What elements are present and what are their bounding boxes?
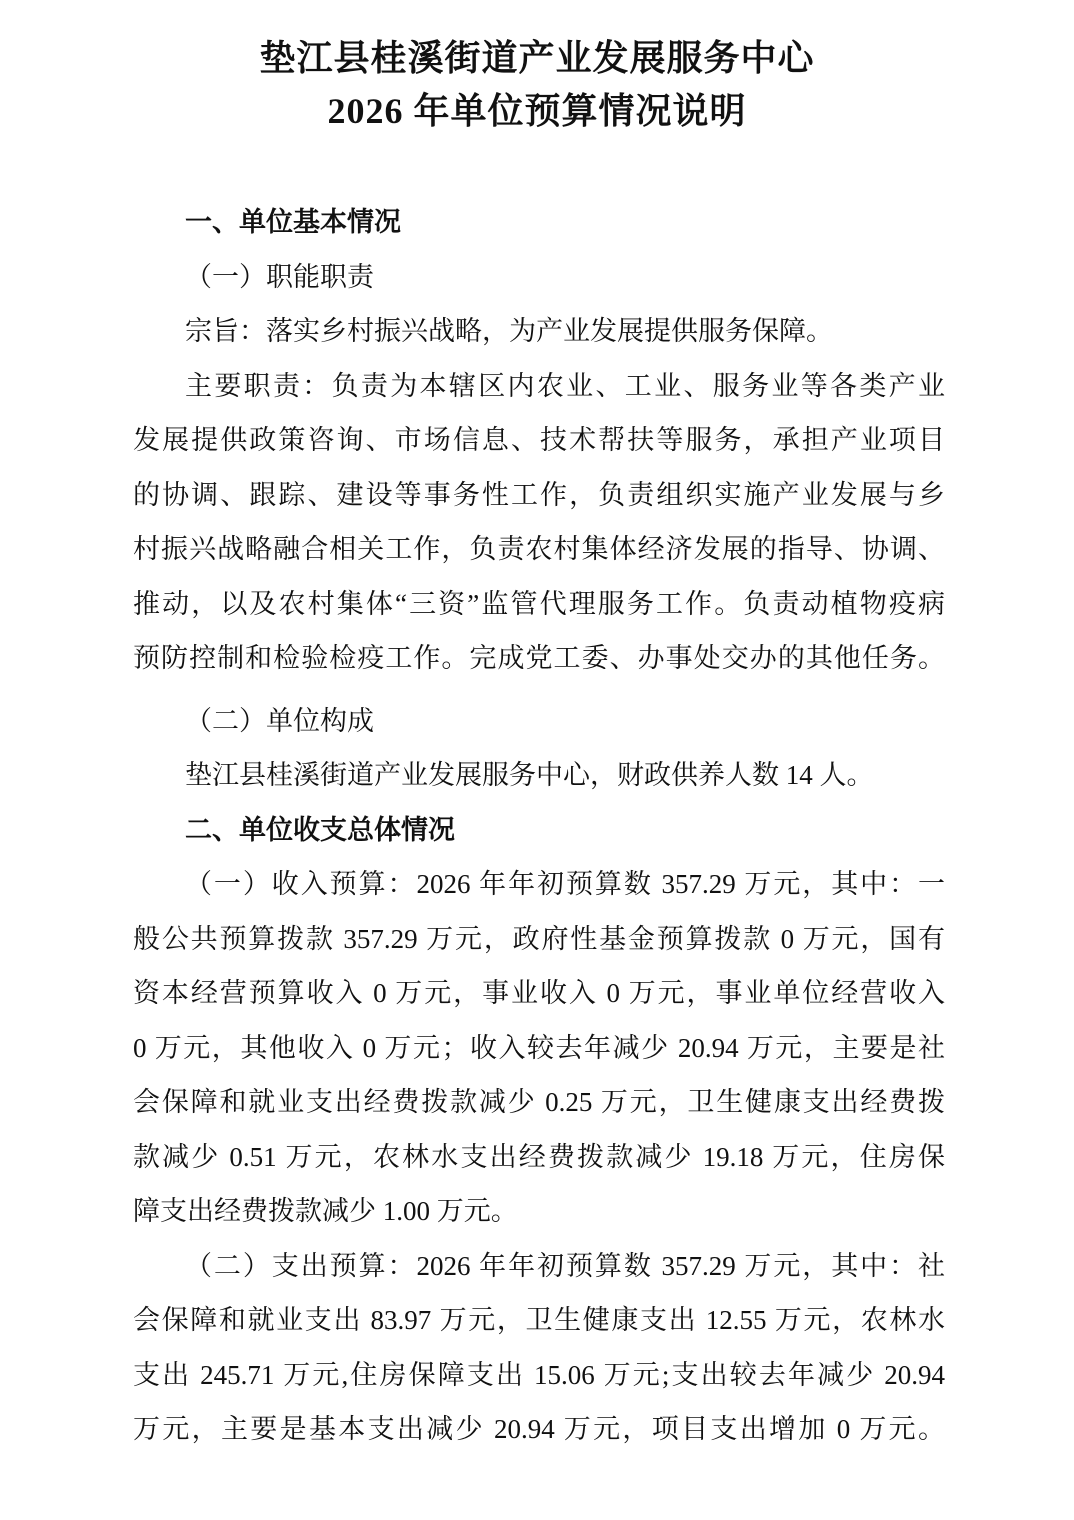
- paragraph-line: 会保障和就业支出经费拨款减少 0.25 万元，卫生健康支出经费拨: [133, 1087, 945, 1117]
- document-title: 垫江县桂溪街道产业发展服务中心: [259, 38, 815, 78]
- subsection-heading-duties: （一）职能职责: [185, 261, 374, 292]
- paragraph-line: （二）支出预算：2026 年年初预算数 357.29 万元，其中：社: [185, 1250, 945, 1281]
- paragraph-line: 会保障和就业支出 83.97 万元，卫生健康支出 12.55 万元，农林水: [133, 1305, 945, 1335]
- expense-budget-paragraph: [133, 1239, 945, 1457]
- paragraph-line: 障支出经费拨款减少 1.00 万元。: [133, 1196, 518, 1226]
- purpose-paragraph: 宗旨：落实乡村振兴战略，为产业发展提供服务保障。: [185, 316, 833, 346]
- paragraph-line: 推动，以及农村集体“三资”监管代理服务工作。负责动植物疫病: [133, 588, 945, 619]
- paragraph-line: （一）收入预算：2026 年年初预算数 357.29 万元，其中：一: [185, 869, 945, 899]
- paragraph-line: 支出 245.71 万元,住房保障支出 15.06 万元;支出较去年减少 20.94: [133, 1359, 945, 1390]
- paragraph-line: 0 万元，其他收入 0 万元；收入较去年减少 20.94 万元，主要是社: [133, 1032, 945, 1063]
- income-budget-paragraph: [133, 857, 945, 1239]
- paragraph-line: 般公共预算拨款 357.29 万元，政府性基金预算拨款 0 万元，国有: [133, 923, 945, 954]
- paragraph-line: 村振兴战略融合相关工作，负责农村集体经济发展的指导、协调、: [133, 534, 945, 564]
- paragraph-line: 发展提供政策咨询、市场信息、技术帮扶等服务，承担产业项目: [133, 425, 945, 455]
- document-subtitle: 2026 年单位预算情况说明: [327, 91, 747, 131]
- composition-paragraph: 垫江县桂溪街道产业发展服务中心，财政供养人数 14 人。: [185, 760, 874, 790]
- section-heading-budget-overview: 二、单位收支总体情况: [185, 814, 455, 845]
- paragraph-line: 的协调、跟踪、建设等事务性工作，负责组织实施产业发展与乡: [133, 479, 945, 510]
- subsection-heading-composition: （二）单位构成: [185, 705, 374, 736]
- duties-paragraph: [133, 359, 945, 686]
- paragraph-line: 预防控制和检验检疫工作。完成党工委、办事处交办的其他任务。: [133, 643, 945, 673]
- paragraph-line: 资本经营预算收入 0 万元，事业收入 0 万元，事业单位经营收入: [133, 978, 945, 1008]
- section-heading-basic-info: 一、单位基本情况: [185, 207, 401, 237]
- paragraph-line: 万元，主要是基本支出减少 20.94 万元，项目支出增加 0 万元。: [133, 1414, 945, 1444]
- document-body: [133, 195, 945, 1457]
- paragraph-line: 款减少 0.51 万元，农林水支出经费拨款减少 19.18 万元，住房保: [133, 1141, 945, 1172]
- paragraph-line: 主要职责：负责为本辖区内农业、工业、服务业等各类产业: [185, 370, 945, 401]
